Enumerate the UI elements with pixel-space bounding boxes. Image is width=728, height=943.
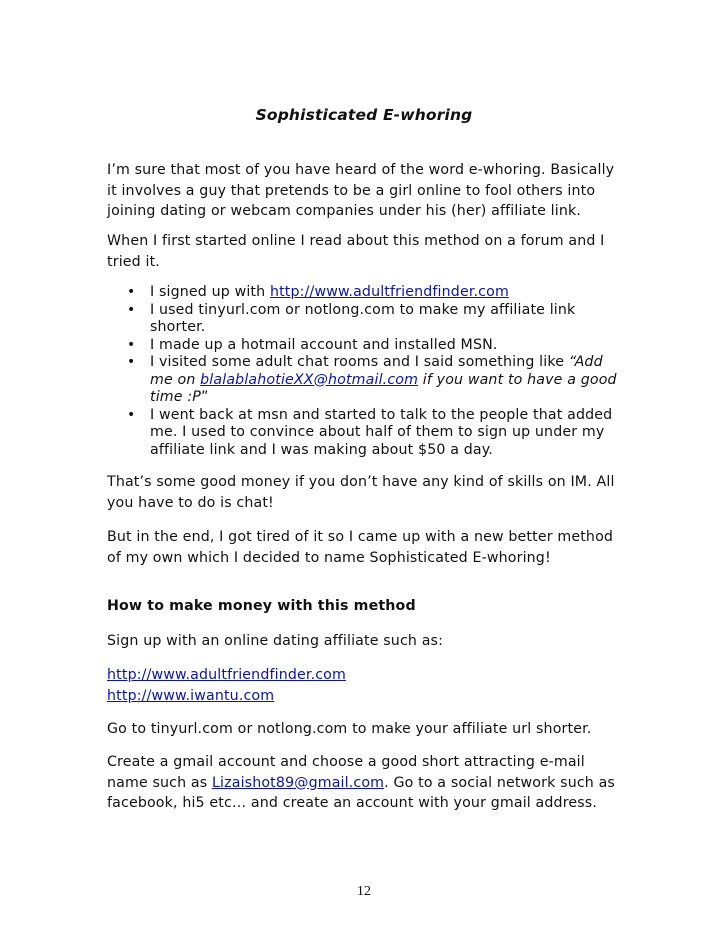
paragraph-7-text: Create a gmail account and choose a good short attracting e-mail name such as: [107, 754, 585, 791]
list-item: [107, 354, 627, 407]
bullet-icon: •: [127, 301, 136, 318]
quote-text: “Add me on: [150, 354, 603, 388]
list-item-text: I visited some adult chat rooms and I said something like: [150, 354, 569, 370]
paragraph-6: Go to tinyurl.com or notlong.com to make your affiliate url shorter.: [107, 721, 592, 737]
paragraph-3: That’s some good money if you don’t have any kind of skills on IM. All you have to do is chat!: [107, 474, 615, 511]
iwantu-link[interactable]: http://www.iwantu.com: [107, 687, 275, 704]
experience-list: [107, 284, 627, 459]
hotmail-email-link[interactable]: blalablahotieXX@hotmail.com: [200, 371, 419, 388]
bullet-icon: •: [127, 406, 136, 423]
list-item: [107, 407, 627, 460]
adultfriendfinder-link[interactable]: http://www.adultfriendfinder.com: [269, 284, 509, 300]
list-item-text: I made up a hotmail account and installed MSN.: [150, 336, 498, 353]
quote-text: if you want to have a good time :P: [150, 371, 617, 405]
intro-paragraph-2: When I first started online I read about this method on a forum and I tried it.: [107, 233, 605, 270]
list-item-text: I used tinyurl.com or notlong.com to make my affiliate link shorter.: [150, 301, 576, 335]
bullet-icon: •: [127, 354, 136, 370]
adultfriendfinder-link[interactable]: http://www.adultfriendfinder.com: [107, 667, 346, 683]
intro-paragraph-1: I’m sure that most of you have heard of the word e-whoring. Basically it involves a guy that pretends to be a girl online to fool others into joining dating or webcam companies under his (her) affiliate link.: [107, 162, 615, 219]
section-heading: How to make money with this method: [107, 598, 416, 614]
paragraph-5: Sign up with an online dating affiliate such as:: [107, 633, 444, 649]
list-item: [107, 337, 627, 355]
links-block: [107, 665, 627, 706]
paragraph-7: [107, 752, 627, 814]
paragraph-4: But in the end, I got tired of it so I came up with a new better method of my own which I decided to name Sophisticated E-whoring!: [107, 529, 614, 566]
gmail-email-link[interactable]: Lizaishot89@gmail.com: [211, 774, 385, 791]
list-item: [107, 302, 627, 337]
bullet-icon: •: [127, 284, 136, 300]
list-item-text: I went back at msn and started to talk to the people that added me. I used to convince about half of them to sign up under my affiliate link and I was making about $50 a day.: [150, 406, 613, 458]
paragraph-7-text: . Go to a social network such as facebook, hi5 etc… and create an account with your gmail address.: [107, 774, 615, 811]
list-item-text: I signed up with: [150, 284, 270, 300]
bullet-icon: •: [127, 336, 136, 353]
list-item: [107, 284, 627, 302]
quote-close: ”: [200, 389, 209, 405]
page-number: 12: [356, 884, 372, 899]
page-title: Sophisticated E-whoring: [255, 106, 473, 124]
